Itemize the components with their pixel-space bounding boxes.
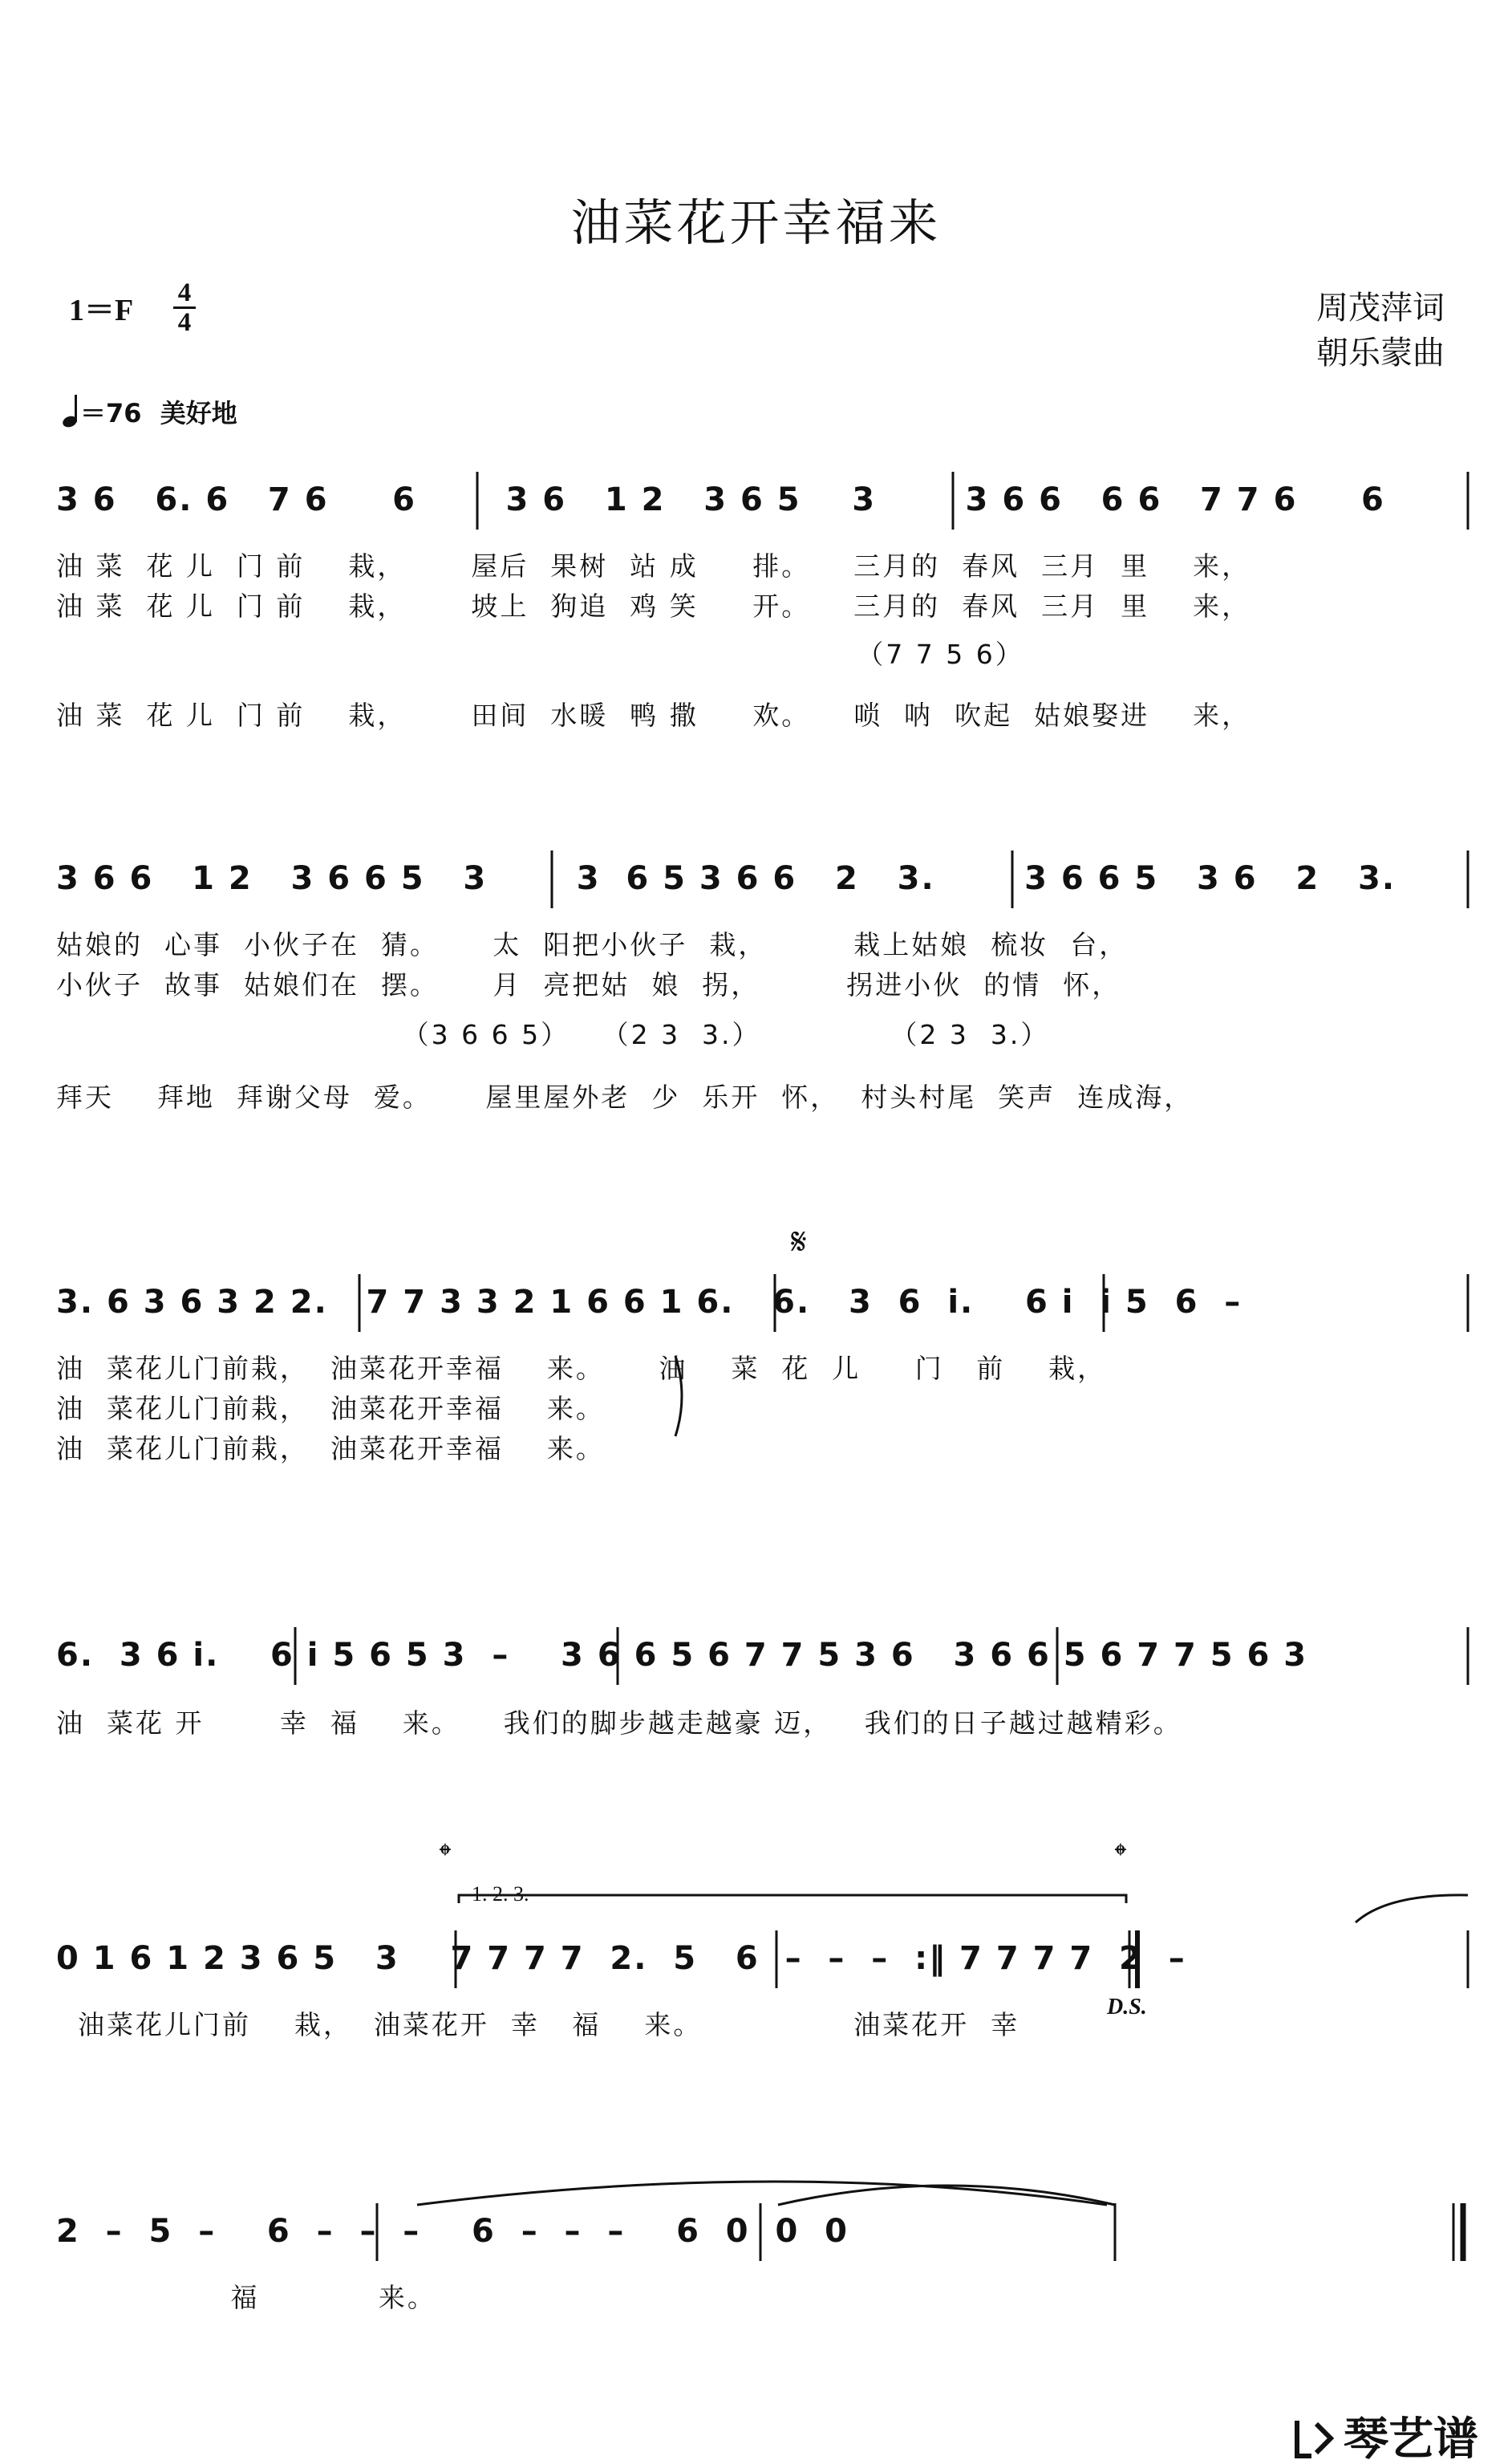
system-6-lyric-1: 福 来。: [176, 2282, 436, 2313]
system-1-alt-notes: （7 7 5 6）: [56, 639, 1024, 670]
system-6-notes: 2 – 5 – 6 – – – 6 – – – 6 0 0 0: [56, 2213, 849, 2250]
volta-label: 1. 2. 3.: [472, 1882, 529, 1906]
song-title: 油菜花开幸福来: [570, 193, 942, 252]
system-1-lyric-2: 油 菜 花 儿 门 前 栽， 坡上 狗追 鸡 笑 开。 三月的 春风 三月 里 来，: [56, 591, 1251, 622]
system-1-lyric-1: 油 菜 花 儿 门 前 栽， 屋后 果树 站 成 排。 三月的 春风 三月 里 来，: [56, 550, 1251, 582]
system-3-lyric-3: 油 菜花儿门前栽， 油菜花开幸福 来。: [56, 1433, 605, 1464]
system-4-lyric-1: 油 菜花 开 幸 福 来。 我们的脚步越走越豪 迈， 我们的日子越过越精彩。: [56, 1707, 1182, 1739]
system-2-notes: 3 6 6 1 2 3 6 6 5 3 3 6 5 3 6 6 2 3. 3 6 6 5 3 6 2 3.: [56, 860, 1396, 897]
brand-icon: [1292, 2417, 1337, 2459]
coda-sign-1: 𝄌: [440, 1837, 451, 1874]
system-2-alt-notes: （3 6 6 5） （2 3 3.） （2 3 3.）: [56, 1019, 1050, 1050]
system-1-notes: 3 6 6. 6 7 6 6 3 6 1 2 3 6 5 3 3 6 6 6 6 7 7 6 6: [56, 481, 1385, 518]
time-signature-bottom: 4: [177, 308, 192, 337]
tempo-expression: 美好地: [160, 398, 237, 428]
system-3-notes: 3. 6 3 6 3 2 2. 7 7 3 3 2 1 6 6 1 6. 6. 3 6 i. 6 i i 5 6 –: [56, 1284, 1242, 1321]
coda-sign-2: 𝄌: [1115, 1837, 1126, 1874]
system-3-lyric-1: 油 菜花儿门前栽， 油菜花开幸福 来。 油 菜 花 儿 门 前 栽，: [56, 1353, 1107, 1384]
composer-credit: 朝乐蒙曲: [1316, 335, 1445, 371]
key-signature: 1＝F: [69, 294, 134, 327]
system-5-lyric-1: 油菜花儿门前 栽， 油菜花开 幸 福 来。 油菜花开 幸: [56, 2009, 1020, 2040]
brand-name: 琴艺谱: [1344, 2413, 1478, 2464]
system-2-lyric-3: 拜天 拜地 拜谢父母 爱。 屋里屋外老 少 乐开 怀， 村头村尾 笑声 连成海，: [56, 1082, 1194, 1113]
time-signature-top: 4: [177, 278, 192, 307]
system-2-lyric-2: 小伙子 故事 姑娘们在 摆。 月 亮把姑 娘 拐， 拐进小伙 的情 怀，: [56, 969, 1121, 1001]
system-2-lyric-1: 姑娘的 心事 小伙子在 猜。 太 阳把小伙子 栽， 栽上姑娘 梳妆 台，: [56, 929, 1129, 960]
system-1-lyric-3: 油 菜 花 儿 门 前 栽， 田间 水暖 鸭 撒 欢。 唢 呐 吹起 姑娘娶进 来，: [56, 700, 1251, 731]
lyricist-credit: 周茂萍词: [1316, 290, 1445, 327]
dal-segno-mark: D.S.: [1107, 1995, 1147, 2020]
brand-logo: [1292, 2404, 1478, 2464]
system-3-lyric-2: 油 菜花儿门前栽， 油菜花开幸福 来。: [56, 1393, 605, 1424]
segno-sign: 𝄋: [791, 1220, 807, 1263]
system-5-notes: 0 1 6 1 2 3 6 5 3 7 7 7 7 2. 5 6 – – – :‖ 7 7 7 7 2 –: [56, 1940, 1186, 1977]
system-4-notes: 6. 3 6 i. 6 i 5 6 5 3 – 3 6 6 5 6 7 7 5 3 6 3 6 6 5 6 7 7 5 6 3: [56, 1637, 1308, 1674]
tempo-bpm: ＝76: [80, 398, 142, 428]
